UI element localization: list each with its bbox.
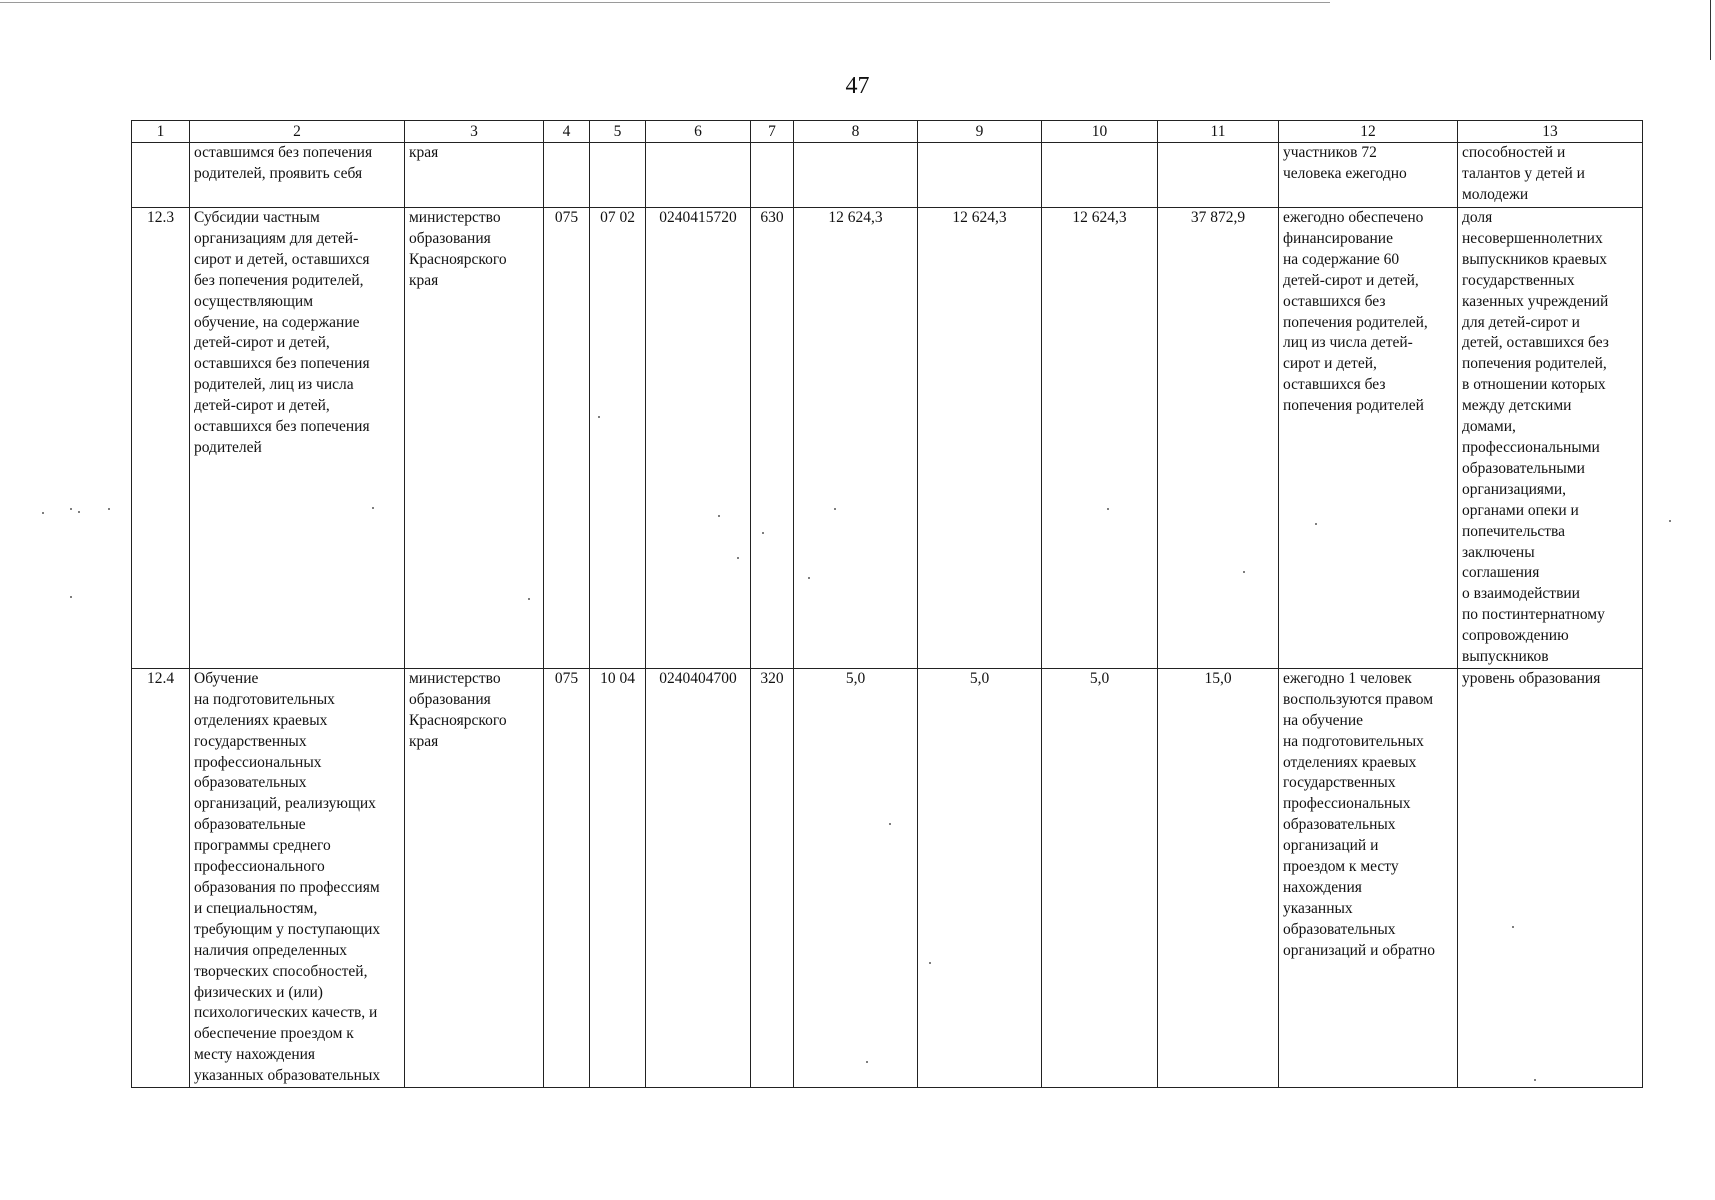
- expected-result-cell: ежегодно обеспечено финансирование на содержание 60 детей-сирот и детей, оставшихся без попечения родителей, лиц из числа детей- сирот и детей, оставшихся без попечения родителей: [1279, 208, 1458, 669]
- table-row-12-3: [132, 208, 1643, 669]
- vr-code-cell: [751, 143, 794, 208]
- column-header: 4: [544, 121, 590, 143]
- amount-year1-cell: [794, 143, 918, 208]
- column-header: 8: [794, 121, 918, 143]
- amount-year2-cell: [918, 143, 1042, 208]
- scan-speck: [528, 598, 530, 600]
- indicator-cell: доля несовершеннолетних выпускников краевых государственных казенных учреждений для детей-сирот и детей, оставшихся без попечения родителей, в отношении которых между детскими домами, профессиональными образовательными организациями, органами опеки и попечительства заключены соглашения о взаимодействии по постинтернатному сопровождению выпускников: [1458, 208, 1643, 669]
- column-header: 13: [1458, 121, 1643, 143]
- table-row-12-4: [132, 668, 1643, 1087]
- page-number: 47: [845, 73, 870, 99]
- vr-code-cell: 630: [751, 208, 794, 669]
- table-header-row: [132, 121, 1643, 143]
- scan-speck: [1107, 508, 1109, 510]
- administrator-cell: министерство образования Красноярского края: [405, 668, 544, 1087]
- administrator-cell: края: [405, 143, 544, 208]
- scan-edge-mark: [1710, 0, 1711, 60]
- csr-code-cell: 0240415720: [646, 208, 751, 669]
- activity-name-cell: оставшимся без попечения родителей, проявить себя: [190, 143, 405, 208]
- scan-speck: [762, 532, 764, 534]
- rzpr-code-cell: [590, 143, 646, 208]
- gbrs-code-cell: 075: [544, 668, 590, 1087]
- scan-speck: [1315, 523, 1317, 525]
- amount-total-cell: [1158, 143, 1279, 208]
- csr-code-cell: 0240404700: [646, 668, 751, 1087]
- scan-speck: [70, 508, 72, 510]
- csr-code-cell: [646, 143, 751, 208]
- scan-speck: [42, 512, 44, 514]
- scan-speck: [108, 508, 110, 510]
- amount-year1-cell: 5,0: [794, 668, 918, 1087]
- scan-speck: [889, 823, 891, 825]
- expected-result-cell: участников 72 человека ежегодно: [1279, 143, 1458, 208]
- scan-speck: [718, 515, 720, 517]
- indicator-cell: способностей и талантов у детей и молодежи: [1458, 143, 1643, 208]
- scan-top-border-line: [0, 2, 1330, 3]
- column-header: 7: [751, 121, 794, 143]
- scan-speck: [866, 1061, 868, 1063]
- scan-speck: [834, 508, 836, 510]
- amount-year3-cell: 5,0: [1042, 668, 1158, 1087]
- row-number-cell: 12.4: [132, 668, 190, 1087]
- table-row-continuation: [132, 143, 1643, 208]
- column-header: 3: [405, 121, 544, 143]
- scan-speck: [1669, 520, 1671, 522]
- column-header: 9: [918, 121, 1042, 143]
- column-header: 11: [1158, 121, 1279, 143]
- scan-speck: [598, 416, 600, 418]
- program-activities-table: [131, 120, 1643, 1088]
- amount-year2-cell: 5,0: [918, 668, 1042, 1087]
- row-number-cell: 12.3: [132, 208, 190, 669]
- indicator-cell: уровень образования: [1458, 668, 1643, 1087]
- rzpr-code-cell: 10 04: [590, 668, 646, 1087]
- row-number-cell: [132, 143, 190, 208]
- column-header: 1: [132, 121, 190, 143]
- column-header: 5: [590, 121, 646, 143]
- activity-name-cell: Обучение на подготовительных отделениях краевых государственных профессиональных образовательных организаций, реализующих образовательные программы среднего профессионального образования по профессиям и специальностям, требующим у поступающих наличия определенных творческих способностей, физических и (или) психологических качеств, и обеспечение проездом к месту нахождения указанных образовательных: [190, 668, 405, 1087]
- scan-speck: [78, 511, 80, 513]
- amount-year1-cell: 12 624,3: [794, 208, 918, 669]
- amount-total-cell: 15,0: [1158, 668, 1279, 1087]
- vr-code-cell: 320: [751, 668, 794, 1087]
- gbrs-code-cell: 075: [544, 208, 590, 669]
- scan-speck: [1512, 926, 1514, 928]
- scan-speck: [372, 507, 374, 509]
- amount-year2-cell: 12 624,3: [918, 208, 1042, 669]
- scan-speck: [808, 577, 810, 579]
- amount-total-cell: 37 872,9: [1158, 208, 1279, 669]
- gbrs-code-cell: [544, 143, 590, 208]
- column-header: 2: [190, 121, 405, 143]
- activity-name-cell: Субсидии частным организациям для детей- сирот и детей, оставшихся без попечения родителей, осуществляющим обучение, на содержание детей-сирот и детей, оставшихся без попечения родителей, лиц из числа детей-сирот и детей, оставшихся без попечения родителей: [190, 208, 405, 669]
- scan-speck: [929, 962, 931, 964]
- rzpr-code-cell: 07 02: [590, 208, 646, 669]
- administrator-cell: министерство образования Красноярского края: [405, 208, 544, 669]
- amount-year3-cell: [1042, 143, 1158, 208]
- expected-result-cell: ежегодно 1 человек воспользуются правом на обучение на подготовительных отделениях краевых государственных профессиональных образовательных организаций и проездом к месту нахождения указанных образовательных организаций и обратно: [1279, 668, 1458, 1087]
- amount-year3-cell: 12 624,3: [1042, 208, 1158, 669]
- scan-speck: [1534, 1079, 1536, 1081]
- scan-speck: [1243, 571, 1245, 573]
- column-header: 12: [1279, 121, 1458, 143]
- column-header: 6: [646, 121, 751, 143]
- column-header: 10: [1042, 121, 1158, 143]
- scan-speck: [70, 596, 72, 598]
- scan-speck: [737, 557, 739, 559]
